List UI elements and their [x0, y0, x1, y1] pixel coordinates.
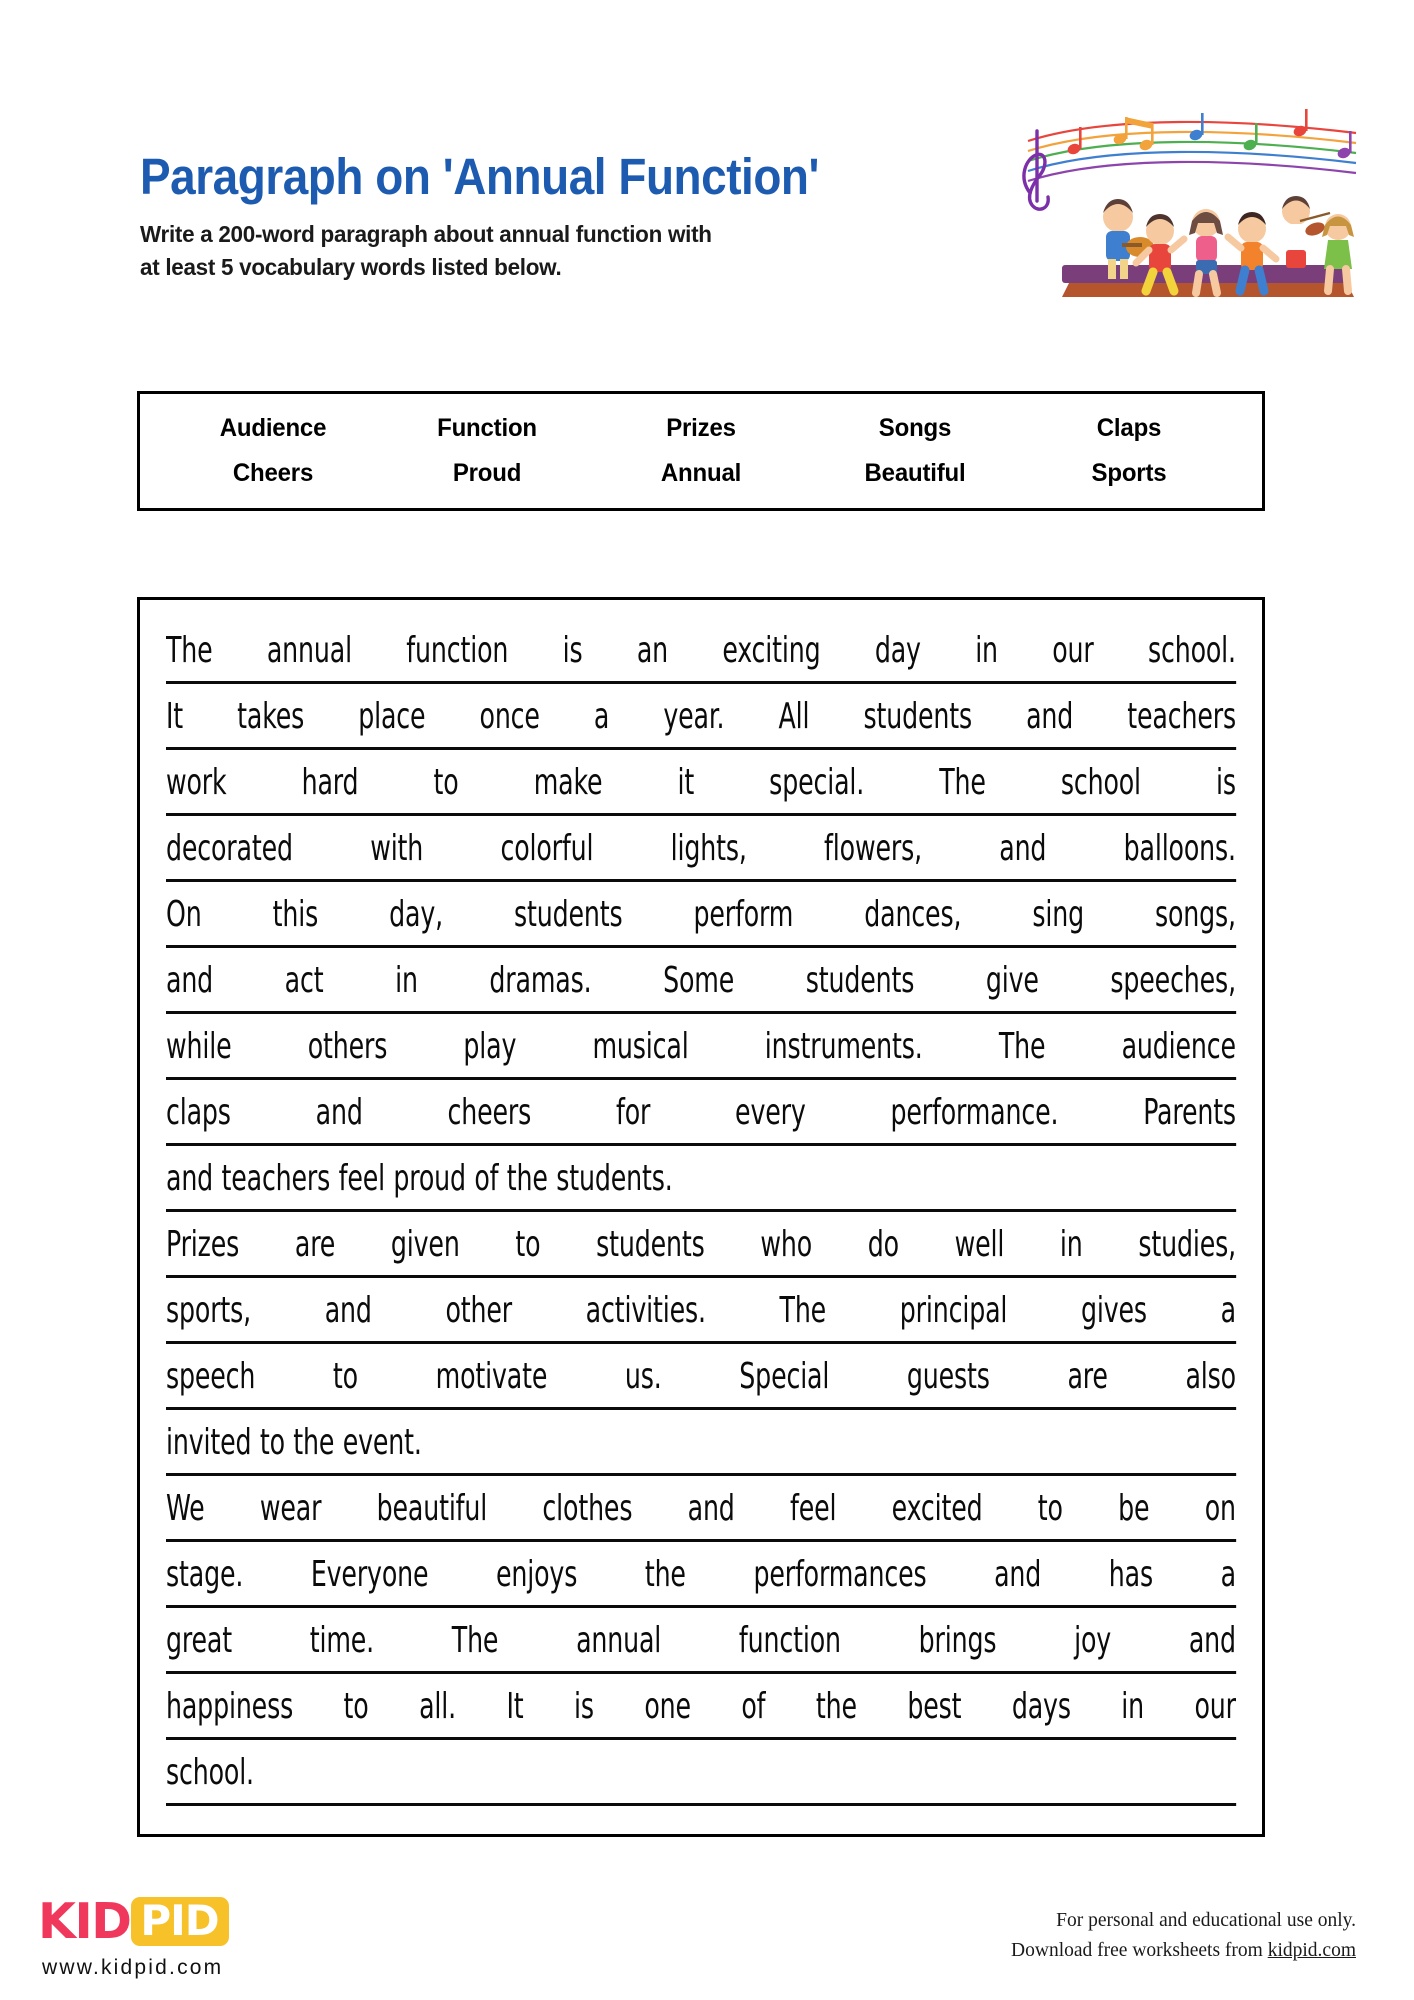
vocabulary-word: Prizes [666, 414, 736, 442]
answer-word: given [390, 1224, 460, 1265]
answer-word: day, [389, 894, 443, 935]
answer-word: to [1037, 1488, 1063, 1529]
answer-word: give [985, 960, 1039, 1001]
answer-word: joy [1074, 1620, 1112, 1661]
answer-line [166, 1344, 1236, 1410]
answer-word: musical [592, 1026, 689, 1067]
answer-word: of [741, 1686, 766, 1727]
vocabulary-word: Songs [878, 414, 952, 442]
answer-word: other [445, 1290, 512, 1331]
answer-line [166, 816, 1236, 882]
answer-line [166, 618, 1236, 684]
answer-word: stage. [166, 1554, 244, 1595]
answer-word: is [1216, 762, 1236, 803]
answer-word: has [1108, 1554, 1153, 1595]
answer-word: studies, [1138, 1224, 1236, 1265]
answer-word: cheers [447, 1092, 532, 1133]
answer-word: all. [419, 1686, 457, 1727]
answer-word: It [506, 1686, 524, 1727]
answer-word: The [166, 630, 213, 671]
answer-line [166, 1278, 1236, 1344]
answer-word: to [259, 1422, 285, 1463]
answer-word: in [395, 960, 418, 1001]
answer-word: beautiful [376, 1488, 488, 1529]
answer-line [166, 1542, 1236, 1608]
answer-word: an [636, 630, 669, 671]
answer-word: this [272, 894, 319, 935]
answer-word: work [166, 762, 227, 803]
answer-line [166, 1146, 1236, 1212]
answer-word: days [1011, 1686, 1071, 1727]
answer-word: annual [266, 630, 352, 671]
answer-word: play [463, 1026, 517, 1067]
answer-word: performances [753, 1554, 927, 1595]
footer-note-prefix: Download free worksheets from [1011, 1940, 1268, 1962]
answer-word: Parents [1143, 1092, 1236, 1133]
answer-line [166, 1674, 1236, 1740]
answer-word: perform [693, 894, 794, 935]
answer-word: and [994, 1554, 1042, 1595]
answer-word: dramas. [489, 960, 592, 1001]
kidpid-link[interactable]: kidpid.com [1267, 1940, 1356, 1962]
answer-word: in [975, 630, 998, 671]
instructions-line-1: Write a 200-word paragraph about annual function with [140, 220, 712, 247]
logo-kid-text: KID [38, 1892, 131, 1950]
answer-paragraph [166, 1476, 1236, 1806]
answer-line [166, 1476, 1236, 1542]
logo-pid-text: PID [140, 1895, 219, 1945]
answer-word: gives [1080, 1290, 1147, 1331]
answer-word: one [644, 1686, 691, 1727]
answer-word: principal [899, 1290, 1008, 1331]
vocabulary-word: Annual [660, 459, 742, 487]
answer-word: our [1194, 1686, 1236, 1727]
footer-note-line-2 [1011, 1936, 1356, 1966]
answer-word: year. [663, 696, 725, 737]
answer-line [166, 1410, 1236, 1476]
answer-word: school. [1147, 630, 1236, 671]
answer-word: It [166, 696, 184, 737]
answer-word: feel [338, 1158, 385, 1199]
answer-word: exciting [722, 630, 821, 671]
answer-word: great [166, 1620, 232, 1661]
answer-word: sports, [166, 1290, 252, 1331]
answer-word: We [166, 1488, 205, 1529]
answer-word: is [562, 630, 583, 671]
answer-word: who [760, 1224, 812, 1265]
answer-word: and [1188, 1620, 1236, 1661]
answer-word: teachers [221, 1158, 331, 1199]
answer-text [166, 618, 1236, 1806]
answer-word: a [1220, 1290, 1236, 1331]
answer-word: it [677, 762, 695, 803]
vocabulary-word: Cheers [232, 459, 314, 487]
answer-word: instruments. [764, 1026, 923, 1067]
answer-line [166, 1212, 1236, 1278]
answer-word: wear [259, 1488, 322, 1529]
page-instructions [140, 218, 904, 285]
answer-word: and [324, 1290, 372, 1331]
answer-word: to [433, 762, 459, 803]
logo-pid-badge [131, 1897, 228, 1946]
answer-word: claps [166, 1092, 231, 1133]
vocabulary-word: Beautiful [864, 459, 966, 487]
answer-line [166, 1080, 1236, 1146]
answer-word: and [687, 1488, 735, 1529]
answer-word: dances, [864, 894, 962, 935]
answer-word: special. [769, 762, 865, 803]
kidpid-logo [38, 1892, 378, 1980]
answer-word: time. [309, 1620, 375, 1661]
answer-word: activities. [585, 1290, 706, 1331]
answer-word: function [738, 1620, 841, 1661]
answer-word: On [166, 894, 202, 935]
answer-word: enjoys [496, 1554, 578, 1595]
logo-website-url: www.kidpid.com [42, 1956, 224, 1979]
answer-word: a [1220, 1554, 1236, 1595]
answer-word: flowers, [824, 828, 922, 869]
answer-word: students. [556, 1158, 673, 1199]
answer-word: the [815, 1686, 857, 1727]
answer-word: school. [166, 1752, 254, 1793]
vocabulary-word: Function [437, 414, 537, 442]
answer-word: to [332, 1356, 358, 1397]
answer-word: clothes [542, 1488, 633, 1529]
answer-word: and [999, 828, 1047, 869]
answer-word: feel [789, 1488, 837, 1529]
answer-line [166, 1014, 1236, 1080]
answer-word: audience [1121, 1026, 1236, 1067]
answer-word: function [406, 630, 509, 671]
answer-word: of [474, 1158, 499, 1199]
answer-line [166, 1608, 1236, 1674]
vocabulary-word: Audience [219, 414, 327, 442]
answer-word: and [166, 1158, 214, 1199]
answer-word: also [1185, 1356, 1236, 1397]
worksheet-header [140, 150, 1040, 284]
footer-note-line-1: For personal and educational use only. [1056, 1910, 1356, 1931]
answer-word: day [874, 630, 921, 671]
answer-word: invited [166, 1422, 252, 1463]
answer-word: motivate [435, 1356, 548, 1397]
answer-word: brings [918, 1620, 997, 1661]
answer-word: balloons. [1123, 828, 1236, 869]
answer-word: sing [1032, 894, 1084, 935]
footer-usage-note [1011, 1906, 1356, 1966]
answer-word: are [294, 1224, 336, 1265]
answer-paragraph [166, 618, 1236, 1212]
answer-word: for [615, 1092, 651, 1133]
answer-paragraph [166, 1212, 1236, 1476]
answer-word: while [166, 1026, 232, 1067]
answer-word: with [370, 828, 424, 869]
logo-mark [38, 1892, 378, 1950]
answer-word: best [907, 1686, 962, 1727]
answer-paragraph-box[interactable] [137, 597, 1265, 1837]
answer-line [166, 1740, 1236, 1806]
answer-word: and [315, 1092, 363, 1133]
page-title: Paragraph on 'Annual Function' [140, 148, 819, 205]
answer-word: The [998, 1026, 1046, 1067]
answer-word: on [1204, 1488, 1236, 1529]
answer-word: hard [301, 762, 359, 803]
answer-word: to [343, 1686, 369, 1727]
answer-word: students [596, 1224, 705, 1265]
answer-line [166, 684, 1236, 750]
answer-word: speeches, [1110, 960, 1236, 1001]
answer-word: is [573, 1686, 594, 1727]
answer-word: colorful [500, 828, 594, 869]
answer-word: The [451, 1620, 499, 1661]
answer-word: decorated [166, 828, 293, 869]
answer-word: takes [237, 696, 305, 737]
answer-word: be [1118, 1488, 1150, 1529]
answer-word: Special [739, 1356, 830, 1397]
answer-word: Some [663, 960, 735, 1001]
answer-word: the [506, 1158, 548, 1199]
answer-word: teachers [1127, 696, 1236, 737]
answer-word: event. [342, 1422, 422, 1463]
answer-word: us. [624, 1356, 662, 1397]
answer-word: make [533, 762, 603, 803]
answer-word: to [515, 1224, 541, 1265]
answer-line [166, 948, 1236, 1014]
answer-word: Everyone [310, 1554, 429, 1595]
vocabulary-word-bank [137, 391, 1265, 511]
answer-word: the [644, 1554, 686, 1595]
answer-word: Prizes [166, 1224, 240, 1265]
answer-word: proud [393, 1158, 466, 1199]
answer-line [166, 882, 1236, 948]
answer-word: act [284, 960, 324, 1001]
answer-word: students [863, 696, 972, 737]
vocabulary-row [140, 451, 1262, 496]
answer-word: The [939, 762, 986, 803]
answer-word: speech [166, 1356, 256, 1397]
answer-word: students [805, 960, 915, 1001]
answer-word: a [593, 696, 610, 737]
answer-word: do [867, 1224, 899, 1265]
answer-word: excited [891, 1488, 983, 1529]
answer-word: in [1059, 1224, 1083, 1265]
vocabulary-row [140, 406, 1262, 451]
answer-word: happiness [166, 1686, 294, 1727]
answer-word: and [1026, 696, 1074, 737]
answer-word: songs, [1154, 894, 1236, 935]
answer-word: are [1067, 1356, 1108, 1397]
answer-word: guests [906, 1356, 990, 1397]
answer-word: The [779, 1290, 827, 1331]
answer-word: the [293, 1422, 335, 1463]
instructions-line-2: at least 5 vocabulary words listed below. [140, 253, 562, 280]
answer-word: students [513, 894, 623, 935]
answer-word: annual [576, 1620, 662, 1661]
answer-word: every [735, 1092, 806, 1133]
vocabulary-word: Proud [452, 459, 522, 487]
vocabulary-word: Sports [1091, 459, 1167, 487]
answer-word: well [954, 1224, 1005, 1265]
answer-word: our [1052, 630, 1094, 671]
answer-word: school [1060, 762, 1141, 803]
vocabulary-word: Claps [1096, 414, 1162, 442]
children-performing-music-illustration [1000, 105, 1380, 305]
answer-word: lights, [670, 828, 747, 869]
answer-word: in [1121, 1686, 1145, 1727]
answer-line [166, 750, 1236, 816]
answer-word: All [778, 696, 810, 737]
answer-word: others [307, 1026, 388, 1067]
answer-word: performance. [890, 1092, 1059, 1133]
answer-word: place [358, 696, 426, 737]
answer-word: and [166, 960, 214, 1001]
answer-word: once [479, 696, 540, 737]
